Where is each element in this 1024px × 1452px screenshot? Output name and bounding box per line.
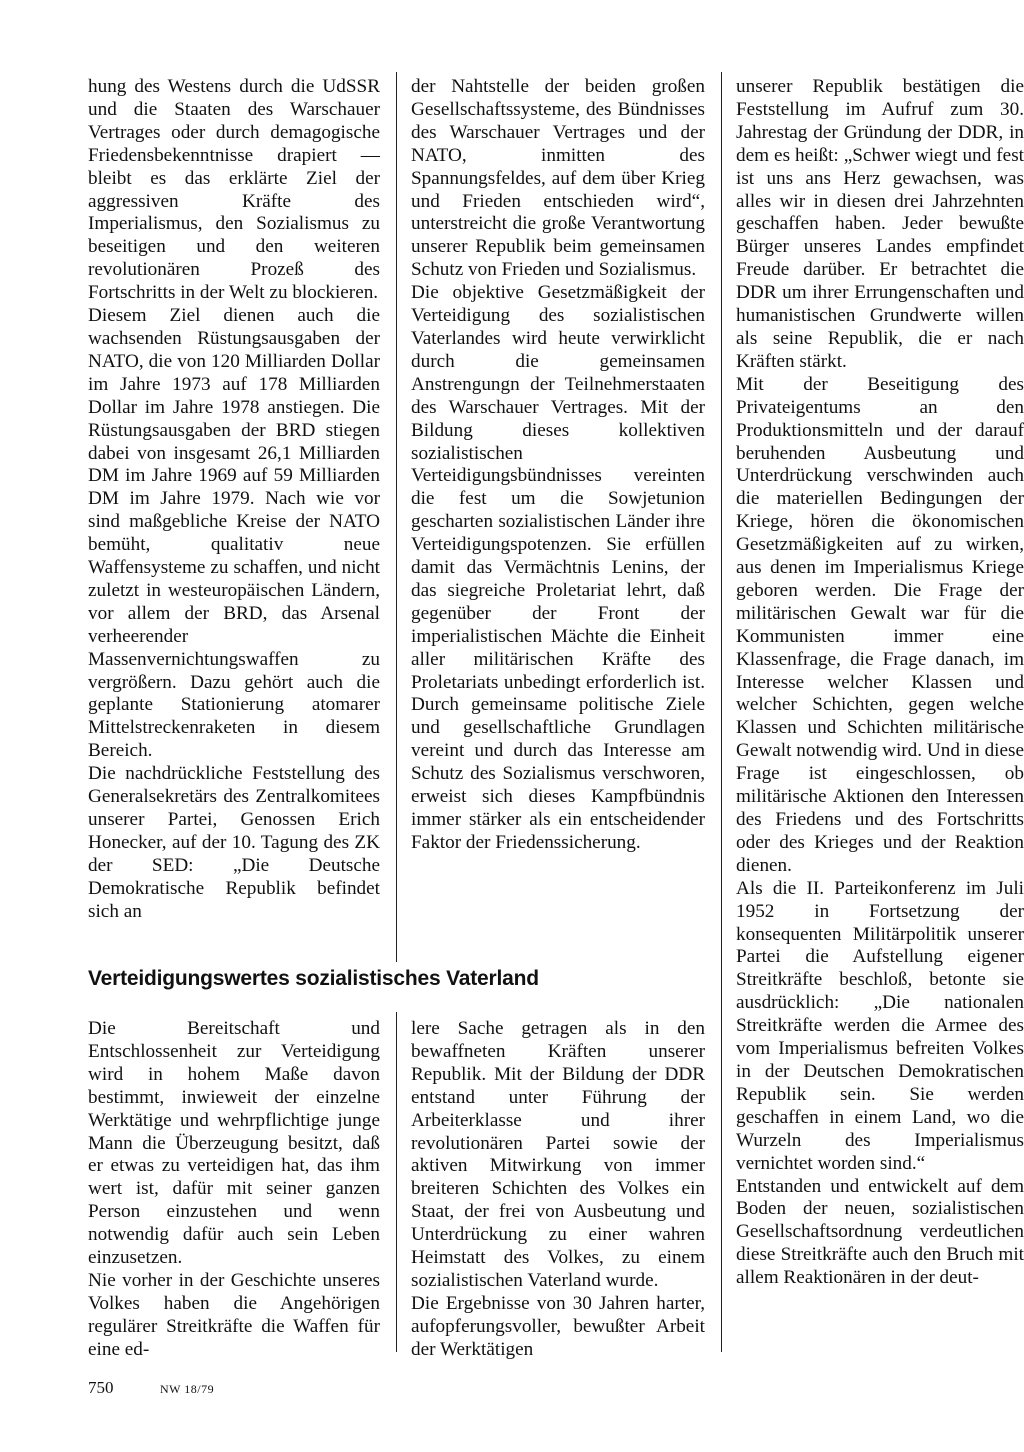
paragraph: unserer Republik bestätigen die Feststellung im Aufruf zum 30. Jahrestag der Gründung der DDR, in dem es heißt: „Schwer wiegt und fest ist uns ans Herz gewachsen, was alles wir in diesen drei Jahrzehnten geschaffen haben. Jeder bewußte Bürger unseres Landes empfindet Freude darüber. Er betrachtet die DDR um ihrer Errungenschaften und humanistischen Grundwerte willen als seine Republik, die er nach Kräften stärkt. (736, 76, 1024, 372)
paragraph: Die objektive Gesetzmäßigkeit der Verteidigung des sozialistischen Vaterlandes wird heute verwirklicht durch die gemeinsamen Anstrengungn der Teilnehmerstaaten des Warschauer Vertrages. Mit der Bildung dieses kollektiven sozialistischen Verteidigungsbündnisses vereinten die fest um die Sowjetunion gescharten sozialistischen Länder ihre Verteidigungspotenzen. Sie erfüllen damit das Vermächtnis Lenins, der das siegreiche Proletariat lehrt, daß gegenüber der Front der imperialistischen Mächte die Einheit aller militärischen Kräfte des Proletariats unbedingt erforderlich ist. Durch gemeinsame politische Ziele und gesellschaftliche Grundlagen vereint und durch das Interesse am Schutz des Sozialismus verschworen, erweist sich dieses Kampfbündnis immer stärker als ein entscheidender Faktor der Friedenssicherung. (411, 282, 705, 853)
paragraph: Die nachdrückliche Feststellung des Generalsekretärs des Zentralkomitees unserer Partei, Genossen Erich Honecker, auf der 10. Tagung des ZK der SED: „Die Deutsche Demokratische Republik befindet sich an (88, 763, 380, 922)
paragraph: Als die II. Parteikonferenz im Juli 1952 in Fortsetzung der konsequenten Militärpolitik unserer Partei die Aufstellung eigener Streitkräfte beschloß, betonte sie ausdrücklich: „Die nationalen Streitkräfte werden die Armee des vom Imperialismus befreiten Volkes in der Deutschen Demokratischen Republik sein. Sie werden geschaffen in einem Land, wo die Wurzeln des Imperialismus vernichtet worden sind.“ (736, 877, 1024, 1174)
text-column-5 (411, 1018, 705, 1362)
page-number: 750 (88, 1378, 114, 1397)
column-divider (721, 72, 722, 1352)
issue-label: NW 18/79 (160, 1382, 215, 1396)
paragraph: Entstanden und entwickelt auf dem Boden der neuen, sozialistischen Gesellschaftsordnung verdeutlichen diese Streitkräfte auch den Bruch mit allem Reaktionären in der deut- (736, 1175, 1024, 1289)
paragraph: Mit der Beseitigung des Privateigentums an den Produktionsmitteln und der darauf beruhenden Ausbeutung und Unterdrückung verschwinden auch die materiellen Bedingungen der Kriege, hören die ökonomischen Gesetzmäßigkeiten auf zu wirken, aus denen im Imperialismus Kriege geboren werden. Die Frage der militärischen Gewalt war für die Kommunisten immer eine Klassenfrage, die Frage danach, im Interesse welcher Klassen und welcher Schichten, gegen welche Klassen und Schichten militärische Gewalt notwendig wird. Und in diese Frage ist eingeschlossen, ob militärische Aktionen den Interessen des Friedens und des Fortschritts oder des Krieges und der Reaktion dienen. (736, 373, 1024, 876)
text-column-2 (411, 76, 705, 855)
paragraph: lere Sache getragen als in den bewaffneten Kräften unserer Republik. Mit der Bildung der DDR entstand unter Führung der Arbeiterklasse und ihrer revolutionären Partei sowie der aktiven Mitwirkung von immer breiteren Schichten des Volkes ein Staat, der frei von Ausbeutung und Unterdrückung zu einer wahren Heimstatt des Volkes, zu einem sozialistischen Vaterland wurde. (411, 1018, 705, 1291)
column-divider (396, 72, 397, 962)
text-column-4 (88, 1018, 380, 1362)
paragraph: Die Bereitschaft und Entschlossenheit zur Verteidigung wird in hohem Maße davon bestimmt, inwieweit der einzelne Werktätige und wehrpflichtige junge Mann die Überzeugung besitzt, daß er etwas zu verteidigen hat, das ihm wert ist, dafür mit seiner ganzen Person einzustehen und wenn notwendig dafür auch sein Leben einzusetzen. (88, 1018, 380, 1269)
paragraph: Nie vorher in der Geschichte unseres Volkes haben die Angehörigen regulärer Streitkräfte die Waffen für eine ed- (88, 1269, 380, 1360)
section-heading: Verteidigungswertes sozialistisches Vaterland (88, 967, 539, 990)
text-column-3 (736, 76, 1024, 1290)
paragraph: Die Ergebnisse von 30 Jahren harter, aufopferungsvoller, bewußter Arbeit der Werktätigen (411, 1292, 705, 1360)
paragraph: Diesem Ziel dienen auch die wachsenden Rüstungsausgaben der NATO, die von 120 Milliarden Dollar im Jahre 1973 auf 178 Milliarden Dollar im Jahre 1978 anstiegen. Die Rüstungsausgaben der BRD stiegen dabei von insgesamt 26,1 Milliarden DM im Jahre 1969 auf 59 Milliarden DM im Jahre 1979. Nach wie vor sind maßgebliche Kreise der NATO bemüht, qualitativ neue Waffensysteme zu schaffen, und nicht zuletzt in westeuropäischen Ländern, vor allem der BRD, das Arsenal verheerender Massenvernichtungswaffen zu vergrößern. Dazu gehört auch die geplante Stationierung atomarer Mittelstreckenraketen in diesem Bereich. (88, 305, 380, 762)
column-divider (396, 1012, 397, 1352)
paragraph: der Nahtstelle der beiden großen Gesellschaftssysteme, des Bündnisses des Warschauer Vertrages und der NATO, inmitten des Spannungsfeldes, auf dem über Krieg und Frieden entschieden wird“, unterstreicht die große Verantwortung unserer Republik beim gemeinsamen Schutz von Frieden und Sozialismus. (411, 76, 705, 281)
text-column-1 (88, 76, 380, 924)
paragraph: hung des Westens durch die UdSSR und die Staaten des Warschauer Vertrages oder durch demagogische Friedensbekenntnisse drapiert — bleibt es das erklärte Ziel der aggressiven Kräfte des Imperialismus, den Sozialismus zu beseitigen und den weiteren revolutionären Prozeß des Fortschritts in der Welt zu blockieren. (88, 76, 380, 304)
